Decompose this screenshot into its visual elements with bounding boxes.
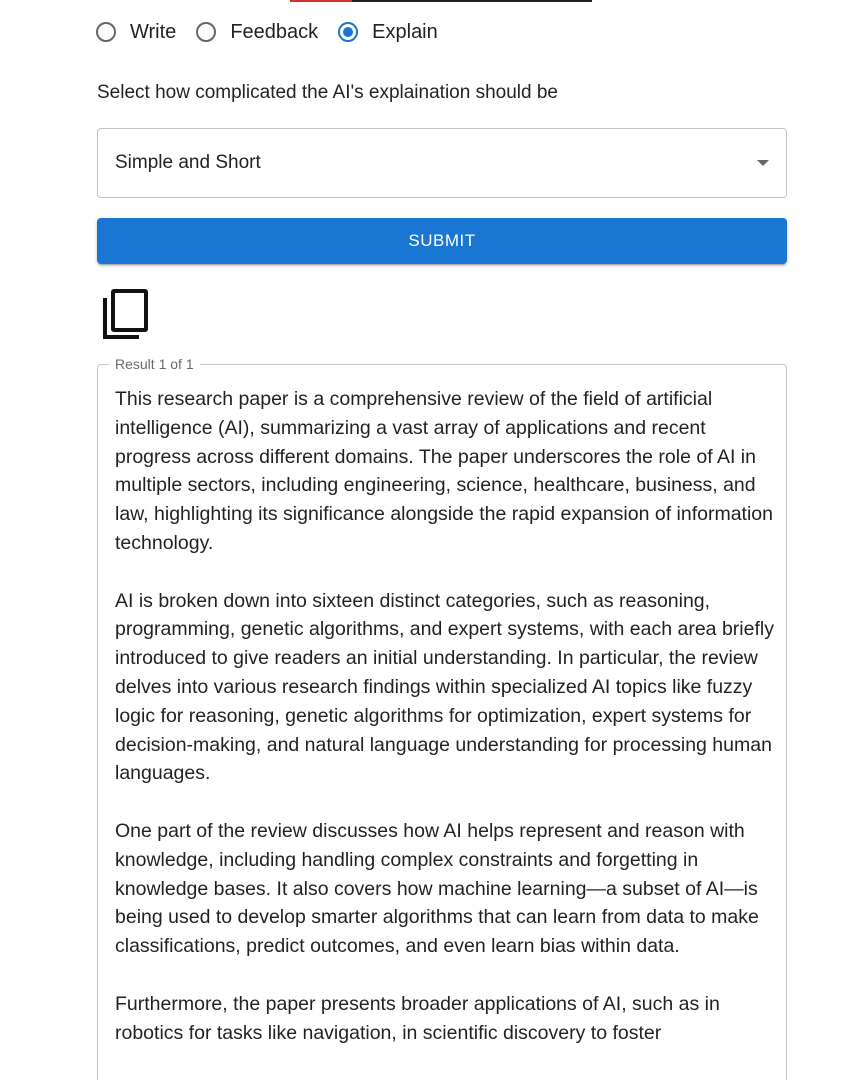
radio-write-label: Write <box>130 20 177 43</box>
mode-radio-group <box>96 14 458 50</box>
caret-down-icon[interactable] <box>757 160 769 166</box>
top-tab-indicator <box>290 0 592 2</box>
radio-feedback[interactable] <box>196 21 318 44</box>
complexity-select[interactable] <box>97 128 787 198</box>
radio-explain[interactable] <box>338 21 438 44</box>
submit-button[interactable]: SUBMIT <box>97 218 787 264</box>
result-paragraph: One part of the review discusses how AI helps represent and reason with knowledge, including handling complex constraints and forgetting in knowledge bases. It also covers how machine learning—a subset of AI—is being used to develop smarter algorithms that can learn from data to make classifications, predict outcomes, and even learn bias within data. <box>115 819 759 958</box>
radio-unchecked-icon[interactable] <box>196 22 216 42</box>
result-panel <box>97 356 787 1080</box>
radio-explain-label: Explain <box>372 20 438 43</box>
radio-unchecked-icon[interactable] <box>96 22 116 42</box>
result-legend: Result 1 of 1 <box>109 356 200 372</box>
result-paragraph: AI is broken down into sixteen distinct categories, such as reasoning, programming, genetic algorithms, and expert systems, with each area briefly introduced to give readers an initial understanding. In particular, the review delves into various research findings within specialized AI topics like fuzzy logic for reasoning, genetic algorithms for optimization, expert systems for decision-making, and natural language understanding for processing human languages. <box>115 589 774 785</box>
radio-write[interactable] <box>96 21 176 44</box>
copy-icon[interactable] <box>102 288 150 340</box>
radio-feedback-label: Feedback <box>230 20 319 43</box>
complexity-selected-value: Simple and Short <box>115 152 261 173</box>
active-tab-underline <box>290 0 352 2</box>
result-paragraph: Furthermore, the paper presents broader applications of AI, such as in robotics for tasks like navigation, in scientific discovery to foster <box>115 992 720 1044</box>
result-text[interactable] <box>115 385 775 1076</box>
radio-checked-icon[interactable] <box>338 22 358 42</box>
complexity-caption: Select how complicated the AI's explaination should be <box>97 82 558 103</box>
result-paragraph: This research paper is a comprehensive review of the field of artificial intelligence (AI), summarizing a vast array of applications and recent progress across different domains. The paper underscores the role of AI in multiple sectors, including engineering, science, healthcare, business, and law, highlighting its significance alongside the rapid expansion of information technology. <box>115 388 773 554</box>
